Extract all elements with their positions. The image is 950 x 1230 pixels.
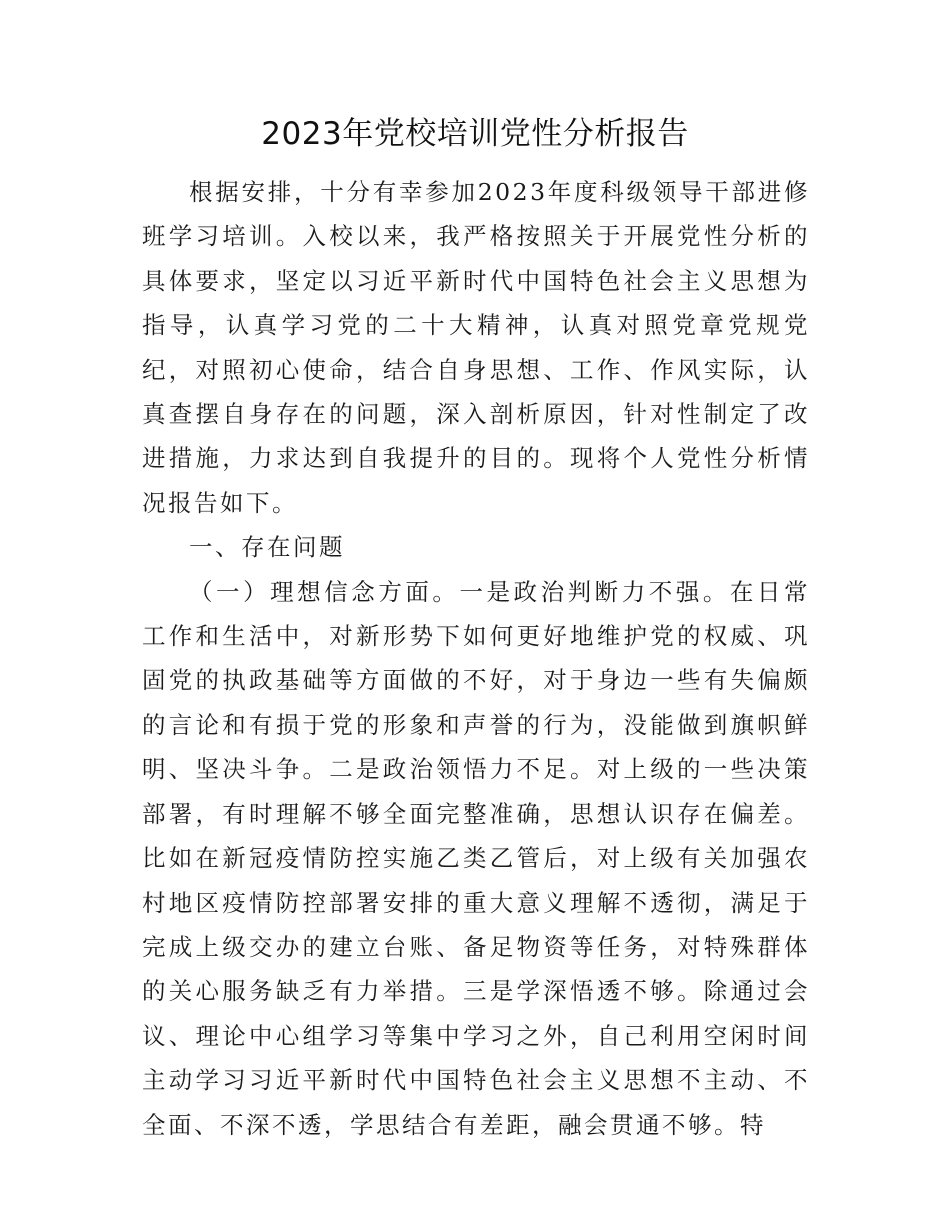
- document-title: 2023年党校培训党性分析报告: [261, 116, 689, 152]
- intro-paragraph: 根据安排，十分有幸参加2023年度科级领导干部进修班学习培训。入校以来，我严格按照关于开展党性分析的具体要求，坚定以习近平新时代中国特色社会主义思想为指导，认真学习党的二十大精神，认真对照党章党规党纪，对照初心使命，结合自身思想、工作、作风实际，认真查摆自身存在的问题，深入剖析原因，针对性制定了改进措施，力求达到自我提升的目的。现将个人党性分析情况报告如下。: [142, 178, 810, 517]
- section-heading: 一、存在问题: [189, 533, 345, 562]
- document-body: [142, 170, 810, 1147]
- body-paragraph: （一）理想信念方面。一是政治判断力不强。在日常工作和生活中，对新形势下如何更好地维护党的权威、巩固党的执政基础等方面做的不好，对于身边一些有失偏颇的言论和有损于党的形象和声誉的行为，没能做到旗帜鲜明、坚决斗争。二是政治领悟力不足。对上级的一些决策部署，有时理解不够全面完整准确，思想认识存在偏差。比如在新冠疫情防控实施乙类乙管后，对上级有关加强农村地区疫情防控部署安排的重大意义理解不透彻，满足于完成上级交办的建立台账、备足物资等任务，对特殊群体的关心服务缺乏有力举措。三是学深悟透不够。除通过会议、理论中心组学习等集中学习之外，自己利用空闲时间主动学习习近平新时代中国特色社会主义思想不主动、不全面、不深不透，学思结合有差距，融会贯通不够。特: [142, 577, 810, 1139]
